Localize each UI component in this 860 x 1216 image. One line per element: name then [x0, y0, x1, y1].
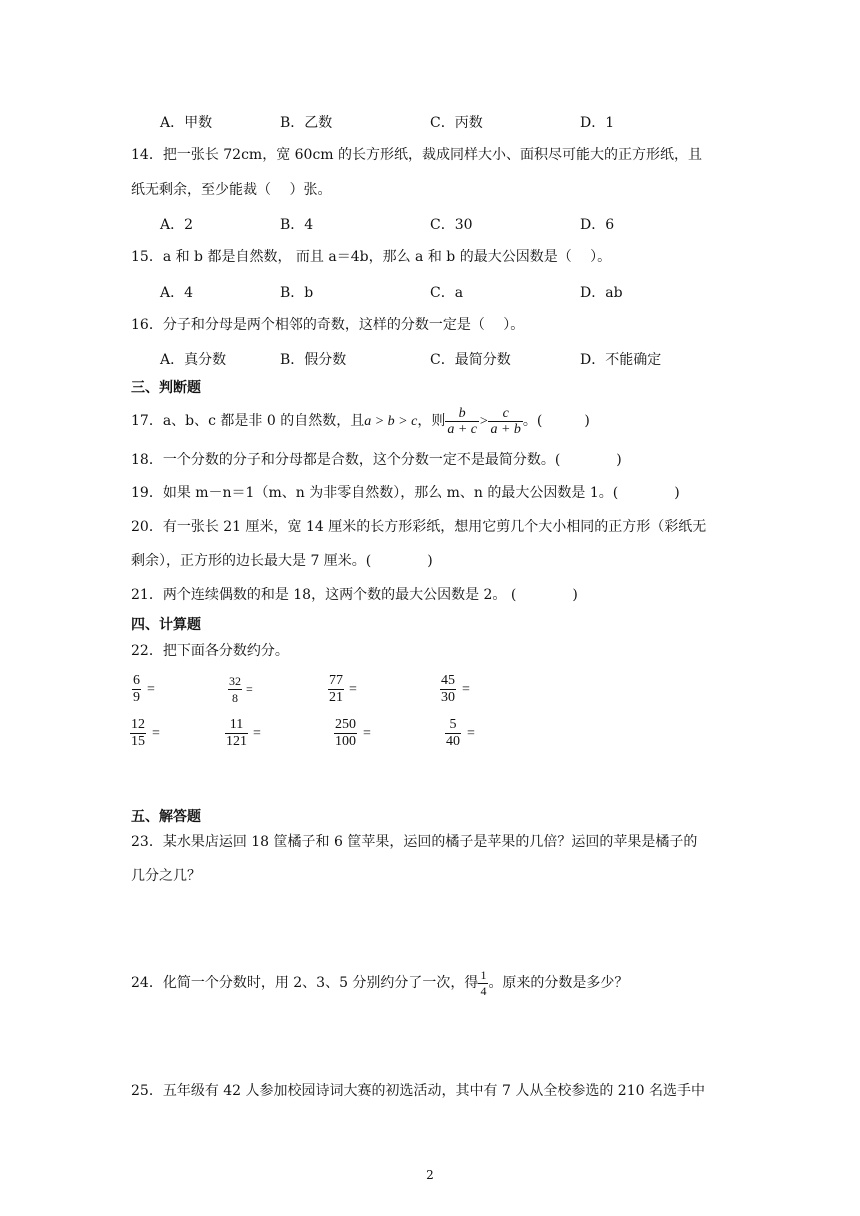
q17-fraction-2-num: c — [502, 405, 509, 421]
q17-fraction-2 — [488, 406, 522, 437]
q22-fraction — [328, 673, 344, 706]
equals-sign: = — [467, 726, 475, 741]
q15-option-c: C．a — [430, 285, 464, 301]
section-heading-judgment: 三、判断题 — [131, 380, 201, 396]
q14-option-a: A．2 — [160, 217, 194, 233]
q13-option-a: A．甲数 — [160, 115, 213, 131]
q25-line1: 25．五年级有 42 人参加校园诗词大赛的初选活动，其中有 7 人从全校参选的 210 名选手中 — [131, 1083, 705, 1099]
equals-sign: = — [462, 682, 470, 697]
q17-mid: ，则 — [417, 413, 446, 429]
q18-text: 18．一个分数的分子和分母都是合数，这个分数一定不是最简分数。( ) — [131, 452, 622, 468]
section-heading-calculation: 四、计算题 — [131, 617, 201, 633]
q24-fraction — [478, 968, 488, 999]
fraction-denominator: 30 — [441, 690, 455, 705]
q24-fraction-num: 1 — [480, 967, 487, 982]
q20-line2: 剩余），正方形的边长最大是 7 厘米。( ) — [131, 553, 433, 569]
q16-option-a: A．真分数 — [160, 352, 227, 368]
fraction-numerator: 6 — [133, 673, 140, 688]
q23-line2: 几分之几？ — [131, 868, 201, 884]
q14-line1: 14．把一张长 72cm，宽 60cm 的长方形纸，裁成同样大小、面积尽可能大的正方形纸，且 — [131, 147, 703, 163]
q16-option-c: C．最简分数 — [430, 352, 511, 368]
fraction-denominator: 21 — [329, 690, 343, 705]
q15-text: 15．a 和 b 都是自然数， 而且 a＝4b，那么 a 和 b 的最大公因数是（ ）。 — [131, 249, 612, 265]
fraction-denominator: 9 — [133, 690, 140, 705]
q22-text: 22．把下面各分数约分。 — [131, 643, 289, 659]
equals-sign: = — [253, 726, 261, 741]
q13-option-c: C．丙数 — [430, 115, 483, 131]
q15-option-b: B．b — [280, 285, 314, 301]
fraction-numerator: 45 — [441, 673, 455, 688]
q14-line2: 纸无剩余，至少能裁（ ）张。 — [131, 182, 332, 198]
q24-line — [131, 966, 628, 1000]
fraction-numerator: 11 — [229, 717, 244, 732]
q22-fraction — [130, 717, 146, 750]
fraction-numerator: 250 — [335, 717, 356, 732]
q24-fraction-den: 4 — [480, 983, 487, 998]
q16-text: 16．分子和分母是两个相邻的奇数，这样的分数一定是（ ）。 — [131, 317, 525, 333]
q17-line — [131, 403, 590, 439]
q22-fraction — [228, 673, 242, 706]
fraction-denominator: 100 — [335, 734, 356, 749]
q17-fraction-1 — [445, 406, 479, 437]
q17-fraction-1-den: a + c — [447, 421, 478, 437]
q19-text: 19．如果 m－n＝1（m、n 为非零自然数），那么 m、n 的最大公因数是 1。( ) — [131, 485, 680, 501]
q22-fraction — [132, 673, 141, 706]
q24-suffix: 。原来的分数是多少？ — [488, 975, 629, 991]
fraction-denominator: 40 — [446, 734, 460, 749]
q14-option-b: B．4 — [280, 217, 314, 233]
q22-fraction — [334, 717, 357, 750]
q22-fraction — [445, 717, 461, 750]
equals-sign: = — [152, 726, 160, 741]
q17-condition: a > b > c — [364, 414, 418, 429]
q24-prefix: 24．化简一个分数时，用 2、3、5 分别约分了一次，得 — [131, 975, 479, 991]
q21-text: 21．两个连续偶数的和是 18，这两个数的最大公因数是 2。 ( ) — [131, 587, 578, 603]
fraction-denominator: 8 — [228, 689, 242, 706]
q23-line1: 23．某水果店运回 18 筐橘子和 6 筐苹果，运回的橘子是苹果的几倍？运回的苹果是橘子的 — [131, 834, 698, 850]
section-heading-solutions: 五、解答题 — [131, 809, 201, 825]
q17-gt: > — [479, 414, 489, 429]
q14-option-d: D．6 — [580, 217, 615, 233]
equals-sign: = — [363, 726, 371, 741]
q13-option-b: B．乙数 — [280, 115, 333, 131]
q17-fraction-1-num: b — [458, 405, 466, 421]
fraction-numerator: 77 — [329, 673, 343, 688]
equals-sign: = — [246, 682, 253, 696]
q15-option-a: A．4 — [160, 285, 194, 301]
fraction-denominator: 15 — [131, 734, 145, 749]
equals-sign: = — [147, 682, 155, 697]
q14-option-c: C．30 — [430, 217, 473, 233]
q16-option-d: D．不能确定 — [580, 352, 662, 368]
page-number: 2 — [426, 1168, 434, 1182]
q13-option-d: D．1 — [580, 115, 615, 131]
q17-fraction-2-den: a + b — [490, 421, 521, 437]
q16-option-b: B．假分数 — [280, 352, 347, 368]
equals-sign: = — [349, 682, 357, 697]
fraction-numerator: 12 — [131, 717, 145, 732]
fraction-numerator: 5 — [449, 717, 457, 732]
q20-line1: 20．有一张长 21 厘米，宽 14 厘米的长方形彩纸，想用它剪几个大小相同的正方形（彩纸无 — [131, 519, 707, 535]
q15-option-d: D．ab — [580, 285, 623, 301]
q22-fraction — [225, 717, 248, 750]
fraction-numerator: 32 — [229, 674, 241, 688]
q22-fraction — [440, 673, 456, 706]
fraction-denominator: 121 — [226, 734, 247, 749]
q17-suffix: 。( ) — [522, 413, 590, 429]
q17-prefix: 17．a、b、c 都是非 0 的自然数，且 — [131, 413, 365, 429]
